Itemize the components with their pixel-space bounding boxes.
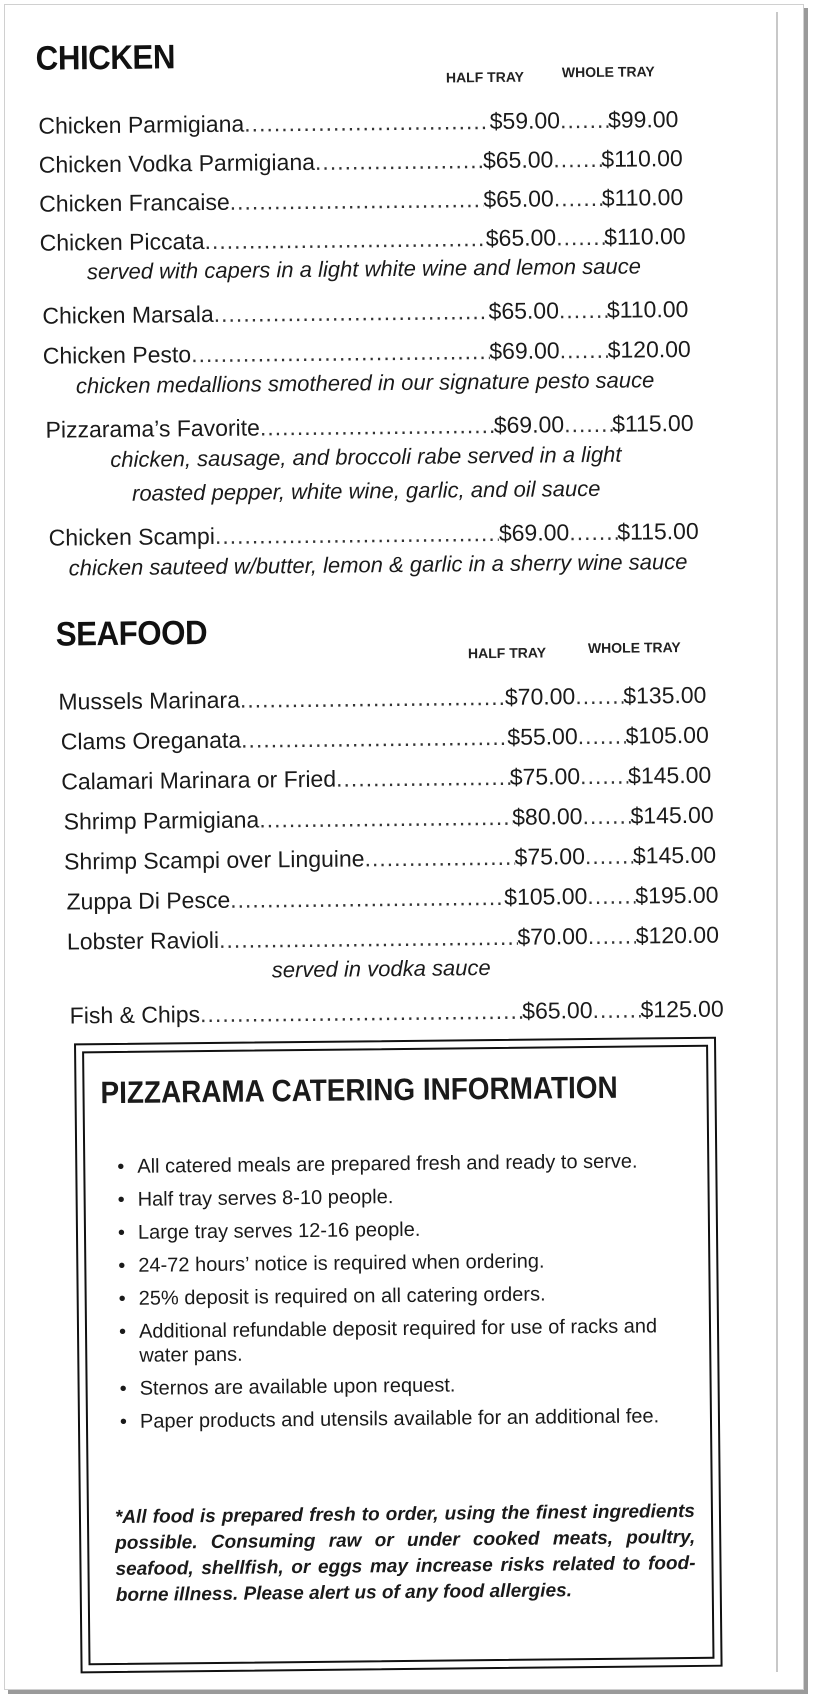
whole-tray-price: $145.00 bbox=[632, 841, 717, 869]
list-item bbox=[118, 1248, 678, 1278]
menu-item-row bbox=[58, 679, 706, 718]
chicken-whole-tray-header: WHOLE TRAY bbox=[561, 63, 655, 81]
chicken-section-title: CHICKEN bbox=[35, 38, 176, 78]
item-name: Mussels Marinara bbox=[58, 686, 241, 715]
menu-item-row bbox=[45, 407, 693, 446]
dot-leader bbox=[559, 334, 607, 367]
dot-leader bbox=[214, 295, 489, 330]
item-name: Fish & Chips bbox=[69, 1001, 201, 1029]
item-name: Pizzarama’s Favorite bbox=[45, 414, 261, 443]
item-name: Chicken Francaise bbox=[39, 188, 230, 217]
dot-leader bbox=[556, 221, 604, 254]
half-tray-price: $75.00 bbox=[514, 843, 586, 870]
catering-info-box bbox=[74, 1037, 723, 1674]
menu-item-row bbox=[39, 142, 683, 181]
half-tray-price: $55.00 bbox=[507, 723, 578, 750]
dot-leader bbox=[230, 881, 504, 916]
half-tray-price: $75.00 bbox=[509, 763, 581, 790]
half-tray-price: $80.00 bbox=[512, 803, 583, 830]
dot-leader bbox=[588, 920, 636, 953]
item-description: chicken medallions smothered in our signature pesto sauce bbox=[75, 367, 655, 399]
half-tray-price: $69.00 bbox=[493, 411, 565, 438]
whole-tray-price: $125.00 bbox=[640, 995, 724, 1023]
menu-item-row bbox=[61, 719, 709, 758]
bullet-icon: • bbox=[118, 1287, 126, 1310]
catering-info-list bbox=[117, 1149, 680, 1443]
menu-item-row bbox=[39, 181, 683, 220]
item-name: Chicken Vodka Parmigiana bbox=[38, 148, 316, 178]
dot-leader bbox=[204, 222, 486, 257]
item-name: Shrimp Scampi over Linguine bbox=[63, 845, 365, 875]
list-item bbox=[119, 1281, 679, 1311]
menu-item-row bbox=[64, 799, 714, 838]
food-safety-notice: *All food is prepared fresh to order, using the finest ingredients possible. Consuming raw or under cooked meats, poultry, seafood, shellfish, or eggs may increase risks related to food-borne illness. Please alert us of any food allergies. bbox=[114, 1500, 696, 1607]
item-name: Calamari Marinara or Fried bbox=[61, 765, 337, 795]
dot-leader bbox=[569, 516, 617, 549]
dot-leader bbox=[315, 144, 483, 178]
item-name: Chicken Scampi bbox=[48, 522, 216, 551]
seafood-section-title: SEAFOOD bbox=[55, 614, 208, 654]
list-item-text: Sternos are available upon request. bbox=[139, 1374, 456, 1400]
dot-leader bbox=[215, 517, 499, 552]
half-tray-price: $59.00 bbox=[489, 107, 561, 135]
whole-tray-price: $135.00 bbox=[623, 681, 707, 709]
list-item-text: All catered meals are prepared fresh and ready to serve. bbox=[137, 1150, 638, 1178]
whole-tray-price: $110.00 bbox=[606, 295, 689, 323]
whole-tray-price: $195.00 bbox=[635, 881, 719, 909]
chicken-half-tray-header: HALF TRAY bbox=[445, 68, 525, 86]
menu-item-row bbox=[70, 993, 724, 1032]
half-tray-price: $70.00 bbox=[504, 683, 576, 710]
seafood-whole-tray-header: WHOLE TRAY bbox=[587, 639, 681, 657]
item-name: Zuppa Di Pesce bbox=[66, 886, 231, 915]
bullet-icon: • bbox=[119, 1377, 127, 1400]
half-tray-price: $69.00 bbox=[498, 519, 570, 546]
item-name: Shrimp Parmigiana bbox=[63, 806, 260, 835]
dot-leader bbox=[200, 995, 522, 1030]
catering-info-inner-border bbox=[82, 1045, 714, 1666]
seafood-half-tray-header: HALF TRAY bbox=[467, 644, 547, 662]
whole-tray-price: $110.00 bbox=[601, 183, 684, 211]
whole-tray-price: $145.00 bbox=[630, 801, 714, 829]
dot-leader bbox=[191, 335, 490, 370]
list-item-text: Half tray serves 8-10 people. bbox=[137, 1186, 394, 1211]
whole-tray-price: $105.00 bbox=[625, 721, 709, 749]
dot-leader bbox=[575, 680, 623, 713]
item-description: chicken, sausage, and broccoli rabe served in a light bbox=[110, 441, 622, 473]
dot-leader bbox=[559, 294, 607, 327]
bullet-icon: • bbox=[118, 1320, 127, 1343]
dot-leader bbox=[553, 143, 601, 176]
dot-leader bbox=[554, 182, 602, 215]
dot-leader bbox=[592, 993, 640, 1026]
bullet-icon: • bbox=[117, 1188, 125, 1211]
list-item bbox=[119, 1314, 679, 1368]
half-tray-price: $105.00 bbox=[504, 883, 588, 910]
whole-tray-price: $115.00 bbox=[611, 409, 694, 437]
item-description: served with capers in a light white wine and lemon sauce bbox=[86, 253, 642, 285]
dot-leader bbox=[241, 721, 508, 756]
item-name: Clams Oreganata bbox=[60, 726, 242, 755]
menu-item-row bbox=[39, 220, 685, 259]
half-tray-price: $69.00 bbox=[489, 337, 560, 365]
bullet-icon: • bbox=[117, 1221, 126, 1244]
dot-leader bbox=[578, 720, 626, 753]
whole-tray-price: $120.00 bbox=[607, 335, 691, 363]
half-tray-price: $65.00 bbox=[522, 996, 593, 1024]
dot-leader bbox=[585, 840, 633, 873]
whole-tray-price: $145.00 bbox=[627, 761, 712, 789]
half-tray-price: $65.00 bbox=[488, 297, 560, 325]
list-item bbox=[118, 1215, 678, 1245]
dot-leader bbox=[336, 761, 510, 795]
item-name: Chicken Pesto bbox=[42, 341, 192, 369]
item-name: Chicken Parmigiana bbox=[38, 110, 245, 139]
menu-item-row bbox=[66, 879, 718, 918]
list-item-text: 25% deposit is required on all catering orders. bbox=[138, 1283, 546, 1310]
list-item bbox=[120, 1371, 680, 1401]
whole-tray-price: $120.00 bbox=[635, 921, 720, 949]
dot-leader bbox=[230, 183, 484, 218]
dot-leader bbox=[364, 841, 514, 875]
menu-item-row bbox=[38, 103, 678, 142]
item-name: Chicken Piccata bbox=[39, 228, 205, 256]
menu-item-row bbox=[43, 333, 691, 372]
dot-leader bbox=[580, 760, 628, 793]
item-name: Lobster Ravioli bbox=[66, 926, 220, 955]
list-item-text: Paper products and utensils available for an additional fee. bbox=[139, 1405, 660, 1433]
list-item bbox=[117, 1149, 677, 1179]
menu-item-row bbox=[42, 293, 688, 332]
menu-item-row bbox=[64, 839, 716, 878]
list-item-text: 24-72 hours’ notice is required when ordering. bbox=[138, 1250, 545, 1277]
whole-tray-price: $110.00 bbox=[604, 222, 686, 250]
half-tray-price: $65.00 bbox=[485, 224, 557, 252]
list-item bbox=[118, 1182, 678, 1212]
dot-leader bbox=[560, 104, 608, 137]
half-tray-price: $65.00 bbox=[483, 185, 554, 213]
catering-info-title: PIZZARAMA CATERING INFORMATION bbox=[100, 1069, 618, 1111]
bullet-icon: • bbox=[119, 1410, 128, 1433]
dot-leader bbox=[244, 105, 490, 140]
menu-item-row bbox=[49, 515, 699, 554]
dot-leader bbox=[582, 800, 630, 833]
dot-leader bbox=[564, 408, 612, 441]
half-tray-price: $70.00 bbox=[517, 923, 588, 950]
item-description: served in vodka sauce bbox=[271, 955, 491, 983]
list-item bbox=[120, 1404, 680, 1434]
item-name: Chicken Marsala bbox=[42, 300, 214, 329]
item-description: chicken sauteed w/butter, lemon & garlic in a sherry wine sauce bbox=[68, 548, 688, 581]
dot-leader bbox=[219, 921, 518, 956]
whole-tray-price: $110.00 bbox=[601, 145, 683, 172]
menu-item-row bbox=[67, 919, 719, 958]
dot-leader bbox=[260, 409, 494, 443]
menu-item-row bbox=[61, 759, 711, 798]
dot-leader bbox=[259, 801, 512, 836]
half-tray-price: $65.00 bbox=[482, 146, 554, 174]
dot-leader bbox=[240, 681, 505, 716]
whole-tray-price: $115.00 bbox=[617, 517, 699, 545]
list-item-text: Large tray serves 12-16 people. bbox=[137, 1218, 421, 1244]
item-description: roasted pepper, white wine, garlic, and oil sauce bbox=[131, 475, 601, 506]
list-item-text: Additional refundable deposit required for use of racks and water pans. bbox=[138, 1315, 658, 1367]
bullet-icon: • bbox=[117, 1155, 125, 1178]
whole-tray-price: $99.00 bbox=[607, 106, 679, 133]
dot-leader bbox=[587, 880, 635, 913]
bullet-icon: • bbox=[118, 1254, 126, 1277]
